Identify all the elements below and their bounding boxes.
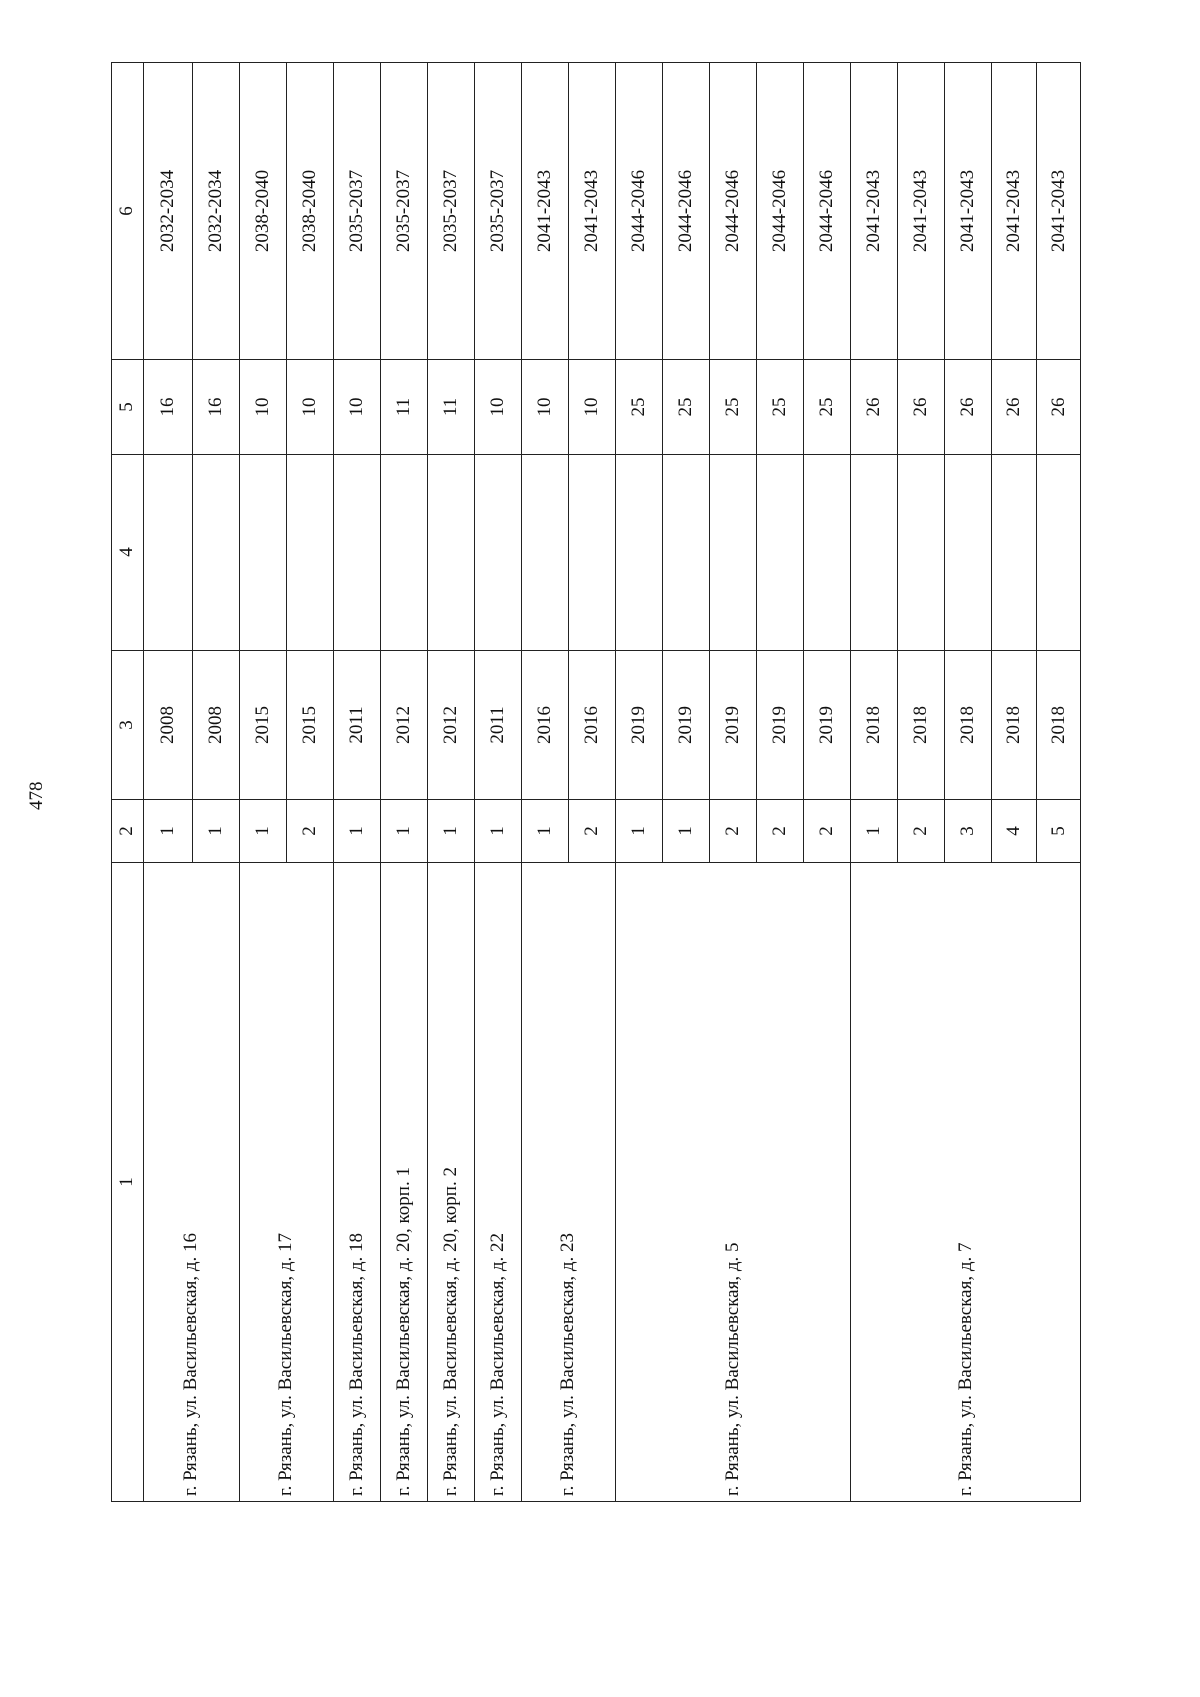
row-4-c4 — [286, 454, 333, 650]
address-cell-text: г. Рязань, ул. Васильевская, д. 7 — [954, 1242, 976, 1496]
row-13-c2 — [709, 799, 756, 862]
row-11-c5-text: 25 — [627, 397, 649, 416]
address-cell — [333, 862, 380, 1502]
row-13-c6 — [709, 62, 756, 359]
row-18-c4 — [944, 454, 991, 650]
row-12-c5-text: 25 — [674, 397, 696, 416]
row-7-c5-text: 11 — [439, 397, 461, 416]
row-5-c3 — [333, 650, 380, 799]
header-cell-6 — [111, 62, 143, 359]
header-cell-4 — [111, 454, 143, 650]
row-9-c5-text: 10 — [533, 397, 555, 416]
row-11-c2-text: 1 — [627, 825, 649, 836]
row-3-c3-text: 2015 — [251, 705, 273, 744]
row-14-c2 — [756, 799, 803, 862]
row-8-c3-text: 2011 — [486, 705, 508, 744]
row-3-c6-text: 2038-2040 — [251, 169, 273, 252]
address-cell — [850, 862, 1081, 1502]
row-11-c3 — [615, 650, 662, 799]
row-20-c4 — [1036, 454, 1081, 650]
row-7-c2-text: 1 — [439, 825, 461, 836]
row-10-c3-text: 2016 — [580, 705, 602, 744]
row-20-c5-text: 26 — [1047, 397, 1069, 416]
row-16-c5 — [850, 359, 897, 454]
row-2-c3-text: 2008 — [204, 705, 226, 744]
row-12-c6-text: 2044-2046 — [674, 169, 696, 252]
header-cell-3 — [111, 650, 143, 799]
header-cell-5-text: 5 — [116, 401, 137, 412]
row-10-c3 — [568, 650, 615, 799]
row-11-c5 — [615, 359, 662, 454]
row-15-c2-text: 2 — [815, 825, 837, 836]
row-12-c3-text: 2019 — [674, 705, 696, 744]
row-5-c5 — [333, 359, 380, 454]
header-cell-6-text: 6 — [116, 205, 137, 216]
address-cell — [427, 862, 474, 1502]
row-10-c2 — [568, 799, 615, 862]
row-10-c4 — [568, 454, 615, 650]
row-16-c2 — [850, 799, 897, 862]
row-16-c3-text: 2018 — [862, 705, 884, 744]
row-14-c5 — [756, 359, 803, 454]
row-6-c4 — [380, 454, 427, 650]
row-3-c5-text: 10 — [251, 397, 273, 416]
row-15-c5 — [803, 359, 850, 454]
row-10-c2-text: 2 — [580, 825, 602, 836]
row-12-c6 — [662, 62, 709, 359]
row-2-c2-text: 1 — [204, 825, 226, 836]
row-12-c2-text: 1 — [674, 825, 696, 836]
row-1-c6-text: 2032-2034 — [156, 169, 178, 252]
row-5-c3-text: 2011 — [345, 705, 367, 744]
page-number: 478 — [26, 781, 47, 810]
row-10-c5-text: 10 — [580, 397, 602, 416]
row-9-c3-text: 2016 — [533, 705, 555, 744]
row-19-c3-text: 2018 — [1002, 705, 1024, 744]
row-3-c6 — [239, 62, 286, 359]
row-4-c6-text: 2038-2040 — [298, 169, 320, 252]
data-table — [111, 62, 1081, 1502]
row-8-c4 — [474, 454, 521, 650]
row-4-c6 — [286, 62, 333, 359]
row-5-c2-text: 1 — [345, 825, 367, 836]
row-15-c6 — [803, 62, 850, 359]
row-2-c5-text: 16 — [204, 397, 226, 416]
row-1-c5 — [143, 359, 192, 454]
row-1-c2 — [143, 799, 192, 862]
address-cell — [380, 862, 427, 1502]
row-15-c5-text: 25 — [815, 397, 837, 416]
row-13-c5 — [709, 359, 756, 454]
row-8-c6-text: 2035-2037 — [486, 169, 508, 252]
row-1-c3 — [143, 650, 192, 799]
row-4-c3-text: 2015 — [298, 705, 320, 744]
row-3-c4 — [239, 454, 286, 650]
row-14-c6 — [756, 62, 803, 359]
row-14-c3 — [756, 650, 803, 799]
row-19-c6-text: 2041-2043 — [1002, 169, 1024, 252]
row-11-c6 — [615, 62, 662, 359]
row-2-c4 — [192, 454, 239, 650]
row-17-c2-text: 2 — [909, 825, 931, 836]
row-15-c4 — [803, 454, 850, 650]
row-18-c5 — [944, 359, 991, 454]
row-11-c3-text: 2019 — [627, 705, 649, 744]
header-cell-4-text: 4 — [116, 547, 137, 557]
row-8-c6 — [474, 62, 521, 359]
header-cell-3-text: 3 — [116, 719, 137, 730]
row-2-c2 — [192, 799, 239, 862]
row-12-c5 — [662, 359, 709, 454]
row-20-c6 — [1036, 62, 1081, 359]
row-18-c6 — [944, 62, 991, 359]
row-19-c3 — [991, 650, 1036, 799]
row-16-c5-text: 26 — [862, 397, 884, 416]
row-6-c5 — [380, 359, 427, 454]
row-17-c2 — [897, 799, 944, 862]
address-cell — [143, 862, 239, 1502]
row-20-c3-text: 2018 — [1047, 705, 1069, 744]
row-10-c5 — [568, 359, 615, 454]
row-14-c2-text: 2 — [768, 825, 790, 836]
row-1-c4 — [143, 454, 192, 650]
row-4-c5 — [286, 359, 333, 454]
row-17-c5-text: 26 — [909, 397, 931, 416]
row-16-c6 — [850, 62, 897, 359]
row-20-c3 — [1036, 650, 1081, 799]
row-1-c6 — [143, 62, 192, 359]
row-17-c6-text: 2041-2043 — [909, 169, 931, 252]
row-2-c3 — [192, 650, 239, 799]
row-19-c5-text: 26 — [1002, 397, 1024, 416]
row-10-c6 — [568, 62, 615, 359]
row-19-c2 — [991, 799, 1036, 862]
row-14-c5-text: 25 — [768, 397, 790, 416]
row-8-c2-text: 1 — [486, 825, 508, 836]
row-7-c2 — [427, 799, 474, 862]
row-19-c6 — [991, 62, 1036, 359]
header-cell-2 — [111, 799, 143, 862]
row-13-c4 — [709, 454, 756, 650]
address-cell-text: г. Рязань, ул. Васильевская, д. 23 — [557, 1232, 578, 1496]
row-2-c6 — [192, 62, 239, 359]
header-cell-5 — [111, 359, 143, 454]
row-13-c5-text: 25 — [721, 397, 743, 416]
address-cell — [239, 862, 333, 1502]
row-9-c2-text: 1 — [533, 825, 555, 836]
row-13-c3-text: 2019 — [721, 705, 743, 744]
row-12-c2 — [662, 799, 709, 862]
row-6-c2 — [380, 799, 427, 862]
row-4-c2 — [286, 799, 333, 862]
row-15-c6-text: 2044-2046 — [815, 169, 837, 252]
address-cell — [615, 862, 850, 1502]
row-7-c3 — [427, 650, 474, 799]
row-5-c6 — [333, 62, 380, 359]
row-3-c2 — [239, 799, 286, 862]
row-19-c2-text: 4 — [1002, 825, 1024, 836]
row-1-c5-text: 16 — [156, 397, 178, 416]
row-18-c6-text: 2041-2043 — [956, 169, 978, 252]
row-8-c5 — [474, 359, 521, 454]
header-cell-2-text: 2 — [116, 825, 137, 836]
row-19-c4 — [991, 454, 1036, 650]
row-6-c2-text: 1 — [392, 825, 414, 836]
row-20-c6-text: 2041-2043 — [1047, 169, 1069, 252]
row-7-c6-text: 2035-2037 — [439, 169, 461, 252]
row-9-c6 — [521, 62, 568, 359]
row-17-c4 — [897, 454, 944, 650]
address-cell-text: г. Рязань, ул. Васильевская, д. 18 — [345, 1232, 367, 1496]
row-6-c6 — [380, 62, 427, 359]
row-7-c6 — [427, 62, 474, 359]
row-5-c2 — [333, 799, 380, 862]
row-18-c2-text: 3 — [956, 825, 978, 836]
row-16-c6-text: 2041-2043 — [862, 169, 884, 252]
row-14-c4 — [756, 454, 803, 650]
row-17-c6 — [897, 62, 944, 359]
row-9-c5 — [521, 359, 568, 454]
row-4-c3 — [286, 650, 333, 799]
row-17-c3-text: 2018 — [909, 705, 931, 744]
row-16-c2-text: 1 — [862, 825, 884, 836]
row-3-c2-text: 1 — [251, 825, 273, 836]
row-4-c2-text: 2 — [298, 825, 320, 836]
row-9-c4 — [521, 454, 568, 650]
row-15-c3-text: 2019 — [815, 705, 837, 744]
row-5-c6-text: 2035-2037 — [345, 169, 367, 252]
row-7-c3-text: 2012 — [439, 705, 461, 744]
row-9-c3 — [521, 650, 568, 799]
row-14-c6-text: 2044-2046 — [768, 169, 790, 252]
row-13-c3 — [709, 650, 756, 799]
row-18-c3-text: 2018 — [956, 705, 978, 744]
row-14-c3-text: 2019 — [768, 705, 790, 744]
row-5-c4 — [333, 454, 380, 650]
row-20-c5 — [1036, 359, 1081, 454]
row-18-c3 — [944, 650, 991, 799]
row-5-c5-text: 10 — [345, 397, 367, 416]
row-7-c5 — [427, 359, 474, 454]
address-cell — [474, 862, 521, 1502]
row-1-c2-text: 1 — [156, 825, 178, 836]
row-15-c3 — [803, 650, 850, 799]
row-15-c2 — [803, 799, 850, 862]
row-7-c4 — [427, 454, 474, 650]
row-11-c6-text: 2044-2046 — [627, 169, 649, 252]
row-20-c2 — [1036, 799, 1081, 862]
row-6-c5-text: 11 — [392, 397, 414, 416]
row-17-c5 — [897, 359, 944, 454]
header-cell-1 — [111, 862, 143, 1502]
row-13-c2-text: 2 — [721, 825, 743, 836]
address-cell-text: г. Рязань, ул. Васильевская, д. 20, корп. 2 — [439, 1167, 461, 1496]
row-10-c6-text: 2041-2043 — [580, 169, 602, 252]
row-6-c3-text: 2012 — [392, 705, 414, 744]
row-18-c2 — [944, 799, 991, 862]
row-1-c3-text: 2008 — [156, 705, 178, 744]
row-16-c3 — [850, 650, 897, 799]
row-9-c6-text: 2041-2043 — [533, 169, 555, 252]
row-3-c5 — [239, 359, 286, 454]
address-cell-text: г. Рязань, ул. Васильевская, д. 22 — [486, 1232, 508, 1496]
row-20-c2-text: 5 — [1047, 825, 1069, 836]
row-6-c6-text: 2035-2037 — [392, 169, 414, 252]
row-3-c3 — [239, 650, 286, 799]
row-8-c3 — [474, 650, 521, 799]
row-9-c2 — [521, 799, 568, 862]
row-4-c5-text: 10 — [298, 397, 320, 416]
row-13-c6-text: 2044-2046 — [721, 169, 743, 252]
row-12-c4 — [662, 454, 709, 650]
address-cell — [521, 862, 615, 1502]
row-2-c5 — [192, 359, 239, 454]
row-2-c6-text: 2032-2034 — [204, 169, 226, 252]
row-8-c5-text: 10 — [486, 397, 508, 416]
address-cell-text: г. Рязань, ул. Васильевская, д. 16 — [180, 1232, 201, 1496]
row-6-c3 — [380, 650, 427, 799]
row-19-c5 — [991, 359, 1036, 454]
row-16-c4 — [850, 454, 897, 650]
address-cell-text: г. Рязань, ул. Васильевская, д. 20, корп. 1 — [392, 1167, 414, 1496]
header-cell-1-text: 1 — [116, 1177, 137, 1187]
row-17-c3 — [897, 650, 944, 799]
address-cell-text: г. Рязань, ул. Васильевская, д. 5 — [721, 1242, 743, 1496]
row-18-c5-text: 26 — [956, 397, 978, 416]
row-12-c3 — [662, 650, 709, 799]
row-11-c2 — [615, 799, 662, 862]
row-11-c4 — [615, 454, 662, 650]
address-cell-text: г. Рязань, ул. Васильевская, д. 17 — [275, 1232, 296, 1496]
row-8-c2 — [474, 799, 521, 862]
